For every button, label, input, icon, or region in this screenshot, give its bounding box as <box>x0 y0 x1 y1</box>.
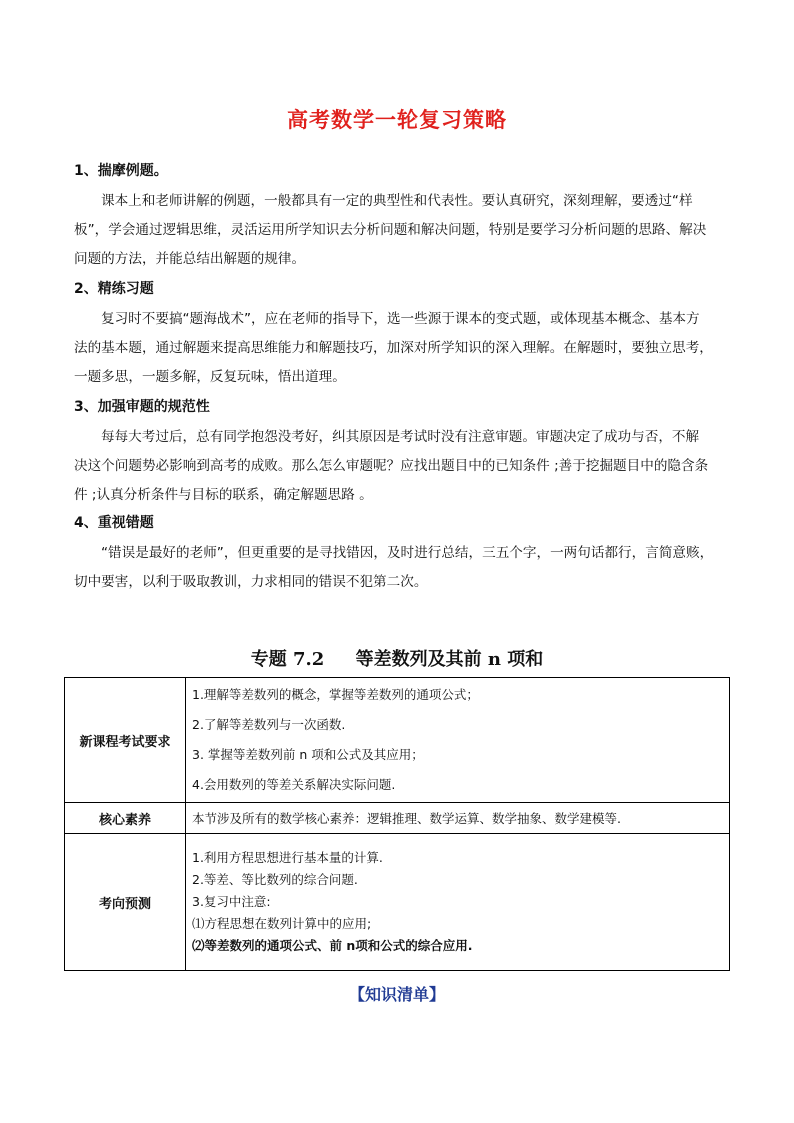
section-4-body <box>74 539 734 597</box>
section-3-line-2: 决这个问题势必影响到高考的成败。那么怎么审题呢？应找出题目中的已知条件 ;善于挖掘题目中的隐含条 <box>74 458 709 474</box>
literacy-label: 核心素养 <box>65 803 186 834</box>
section-1 <box>74 160 734 274</box>
requirements-table <box>64 677 730 971</box>
forecast-item: ⑵等差数列的通项公式、前 n项和公式的综合应用. <box>192 938 473 953</box>
section-2-line-3: 一题多思，一题多解，反复玩味，悟出道理。 <box>74 369 346 385</box>
section-4-line-2: 切中要害，以利于吸取教训，力求相同的错误不犯第二次。 <box>74 574 428 590</box>
section-2-body <box>74 305 734 392</box>
forecast-item: ⑴方程思想在数列计算中的应用; <box>192 916 372 931</box>
section-1-line-1: 课本上和老师讲解的例题，一般都具有一定的典型性和代表性。要认真研究，深刻理解，要透过“样 <box>101 193 693 209</box>
topic-title: 专题 7.2 等差数列及其前 n 项和 <box>250 649 544 670</box>
requirements-content <box>186 678 730 803</box>
table-row <box>65 678 730 803</box>
section-1-line-3: 问题的方法，并能总结出解题的规律。 <box>74 251 306 267</box>
requirement-item: 1.理解等差数列的概念，掌握等差数列的通项公式； <box>192 687 479 702</box>
section-3-line-1: 每每大考过后，总有同学抱怨没考好，纠其原因是考试时没有注意审题。审题决定了成功与否，不解 <box>101 429 700 445</box>
section-2 <box>74 278 734 392</box>
section-4-line-1: “错误是最好的老师”，但更重要的是寻找错因，及时进行总结，三五个字，一两句话都行，言简意赅， <box>101 545 714 561</box>
section-2-line-1: 复习时不要搞“题海战术”，应在老师的指导下，选一些源于课本的变式题，或体现基本概念、基本方 <box>101 311 700 327</box>
section-1-body <box>74 187 734 274</box>
requirement-item: 4.会用数列的等差关系解决实际问题. <box>192 777 396 792</box>
section-1-line-2: 板”，学会通过逻辑思维，灵活运用所学知识去分析问题和解决问题，特别是要学习分析问题的思路、解决 <box>74 222 707 238</box>
requirements-label: 新课程考试要求 <box>65 678 186 803</box>
section-3 <box>74 396 734 510</box>
knowledge-list-heading: 【知识清单】 <box>348 985 445 1004</box>
section-2-line-2: 法的基本题，通过解题来提高思维能力和解题技巧，加深对所学知识的深入理解。在解题时，要独立思考， <box>74 340 713 356</box>
section-2-heading: 2、精练习题 <box>74 281 154 297</box>
forecast-item: 1.利用方程思想进行基本量的计算. <box>192 850 383 865</box>
literacy-content: 本节涉及所有的数学核心素养：逻辑推理、数学运算、数学抽象、数学建模等. <box>186 803 730 834</box>
section-3-body <box>74 423 734 510</box>
table-row <box>65 803 730 834</box>
section-3-heading: 3、加强审题的规范性 <box>74 399 210 415</box>
table-row <box>65 834 730 971</box>
forecast-content <box>186 834 730 971</box>
section-4-heading: 4、重视错题 <box>74 515 154 531</box>
requirement-item: 2.了解等差数列与一次函数. <box>192 717 346 732</box>
section-3-line-3: 件 ;认真分析条件与目标的联系，确定解题思路 。 <box>74 487 373 503</box>
requirement-item: 3. 掌握等差数列前 n 项和公式及其应用； <box>192 747 424 762</box>
section-4 <box>74 512 734 597</box>
page-title: 高考数学一轮复习策略 <box>287 108 507 132</box>
forecast-item: 3.复习中注意: <box>192 894 271 909</box>
forecast-item: 2.等差、等比数列的综合问题. <box>192 872 358 887</box>
forecast-label: 考向预测 <box>65 834 186 971</box>
section-1-heading: 1、揣摩例题。 <box>74 163 168 179</box>
